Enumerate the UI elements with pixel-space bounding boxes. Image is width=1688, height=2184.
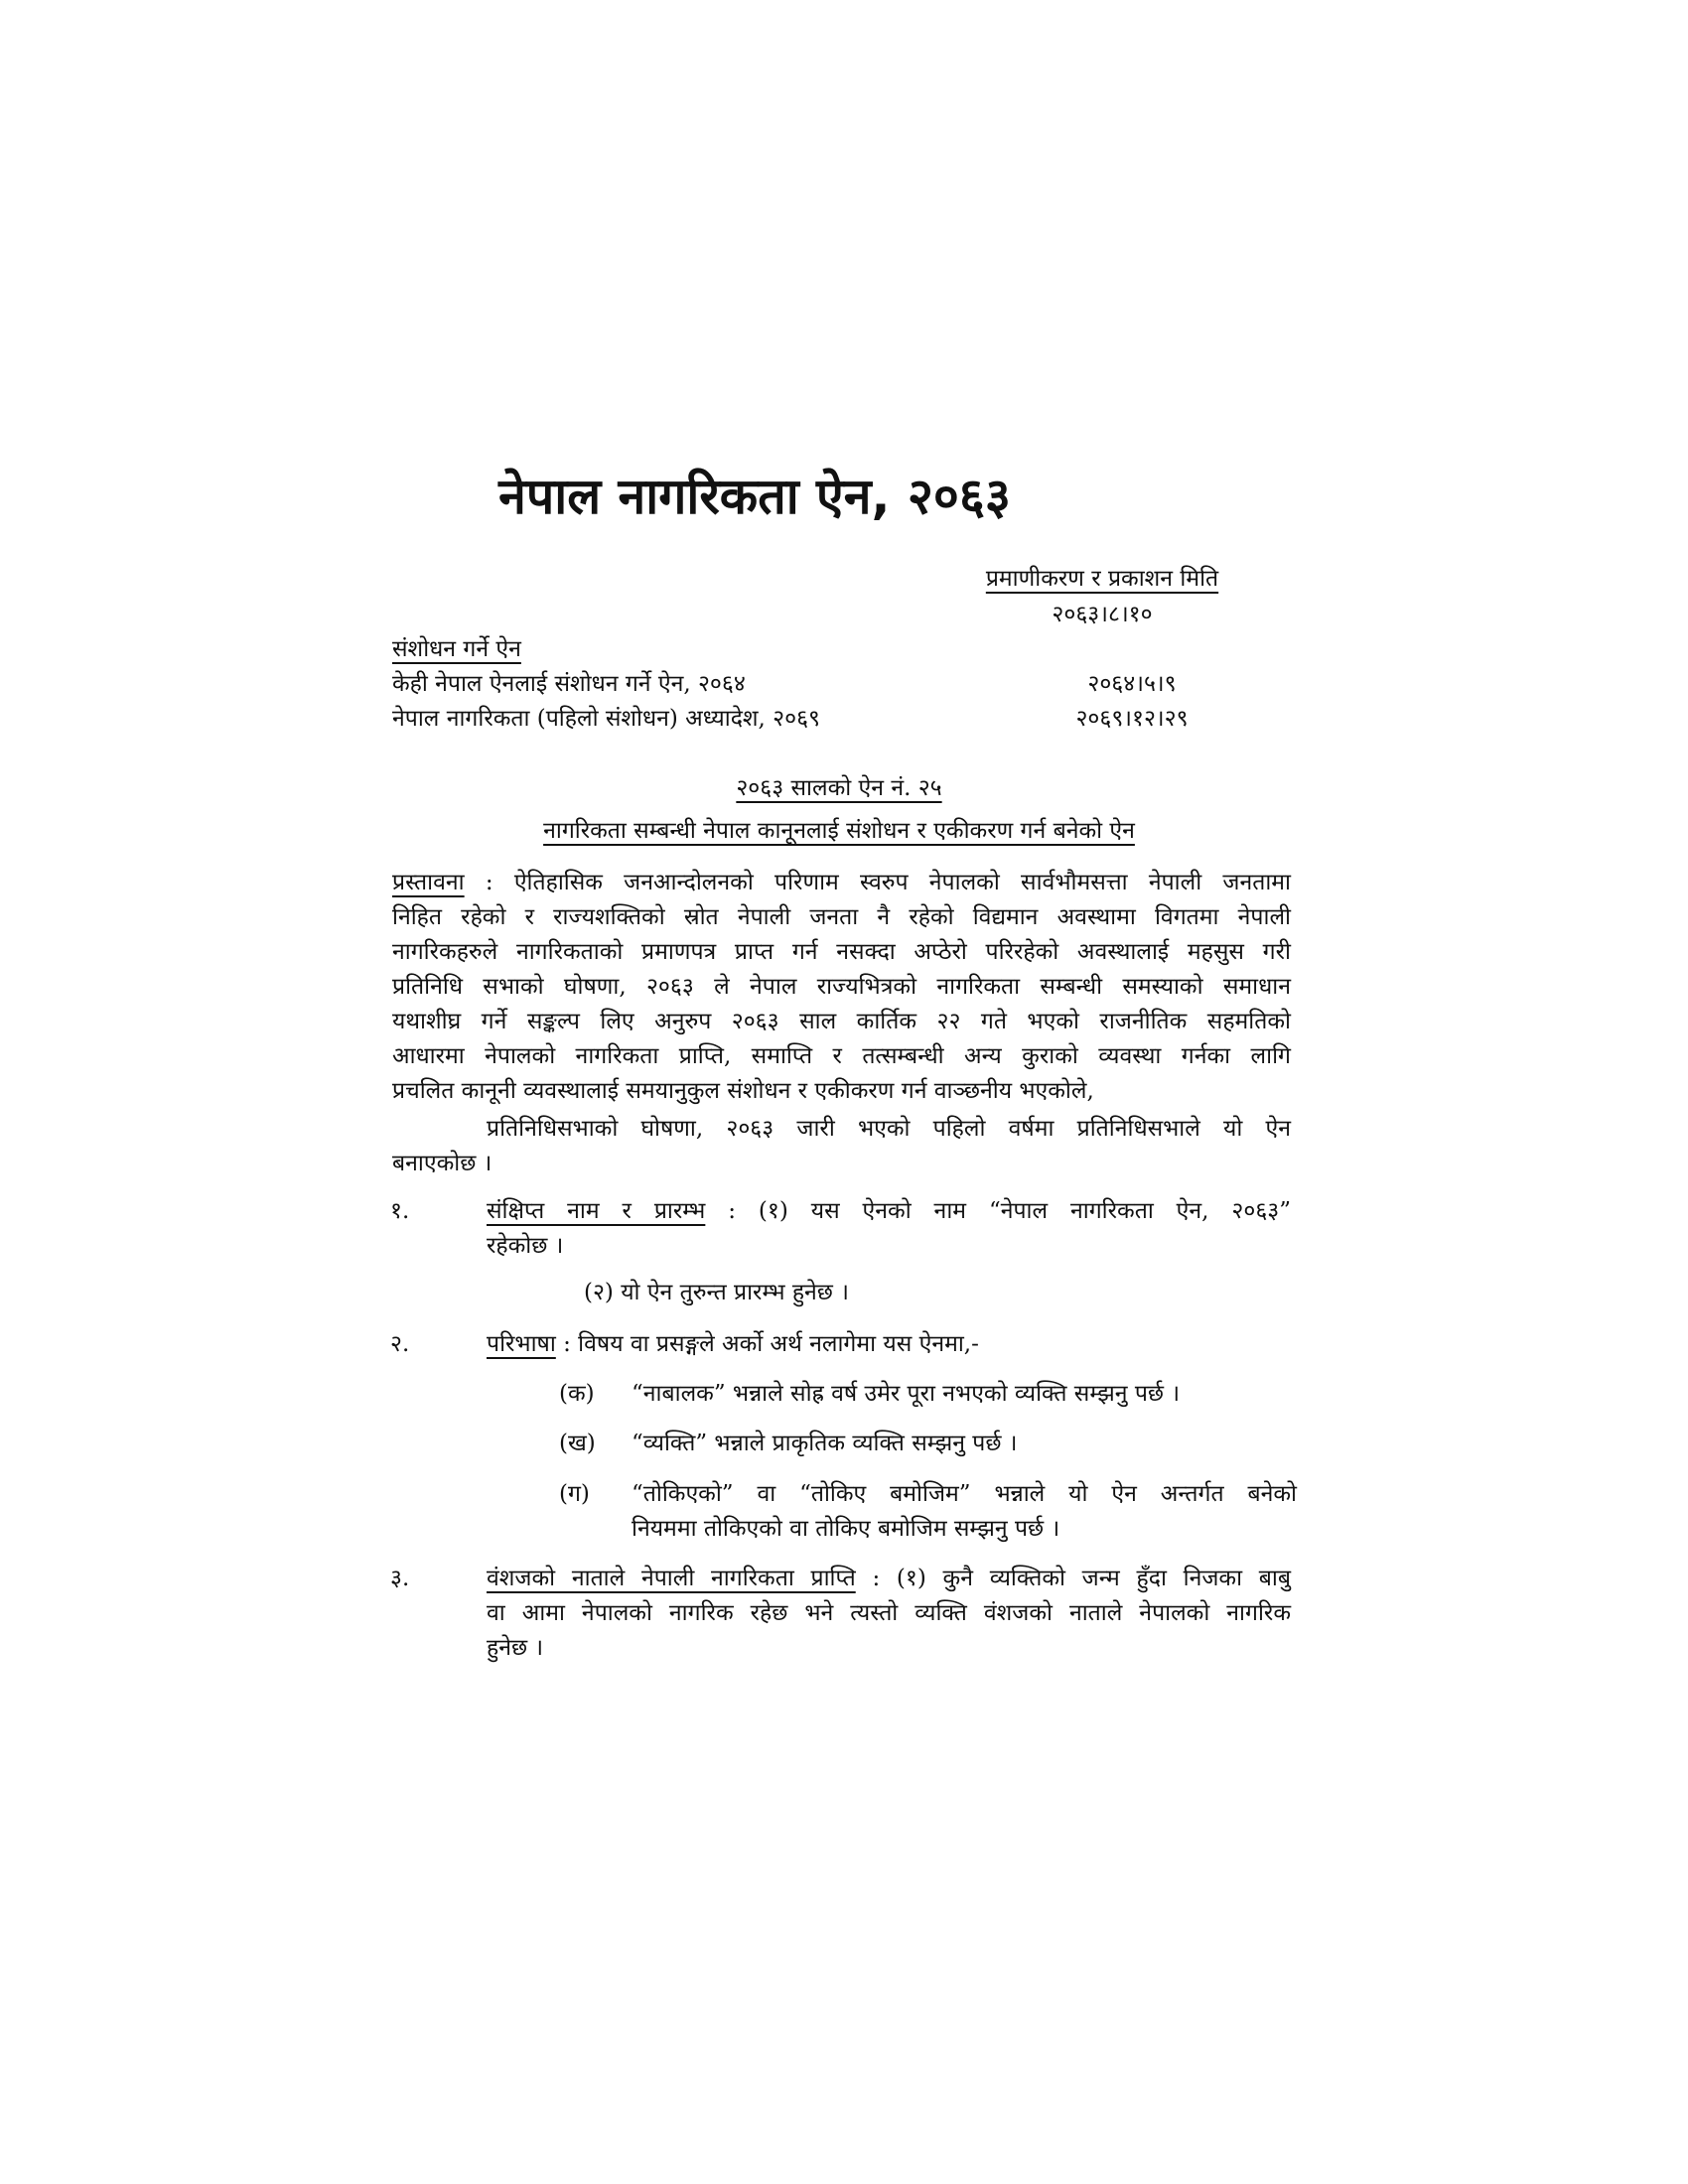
act-number-text: २०६३ सालको ऐन नं. २५ (736, 775, 942, 801)
act-description (392, 814, 1286, 848)
act-number (392, 771, 1286, 805)
declaration-line: प्रतिनिधिसभाको घोषणा, २०६३ जारी भएको पहिलो वर्षमा प्रतिनिधिसभाले यो ऐन (487, 1116, 1291, 1142)
preamble (392, 866, 1291, 1109)
section-line: हुनेछ । (487, 1635, 544, 1661)
preamble-line: यथाशीघ्र गर्ने सङ्कल्प लिए अनुरुप २०६३ साल कार्तिक २२ गते भएको राजनीतिक सहमतिको (392, 1009, 1291, 1034)
section-heading: संक्षिप्त नाम र प्रारम्भ (487, 1198, 706, 1224)
certification-heading: प्रमाणीकरण र प्रकाशन मिति (985, 566, 1219, 592)
act-description-text: नागरिकता सम्बन्धी नेपाल कानूनलाई संशोधन र एकीकरण गर्न बनेको ऐन (543, 818, 1135, 844)
preamble-line (392, 866, 1291, 900)
preamble-line: आधारमा नेपालको नागरिकता प्राप्ति, समाप्ति र तत्सम्बन्धी अन्य कुराको व्यवस्था गर्नका लागि (392, 1043, 1291, 1069)
declaration-line: बनाएकोछ । (392, 1151, 492, 1176)
preamble-line: प्रचलित कानूनी व्यवस्थालाई समयानुकुल संशोधन र एकीकरण गर्न वाञ्छनीय भएकोले, (392, 1078, 1094, 1104)
amendment-name: केही नेपाल ऐनलाई संशोधन गर्ने ऐन, २०६४ (392, 671, 746, 697)
section-number: २. (390, 1331, 410, 1357)
definition-text (632, 1477, 1297, 1547)
amendment-date: २०६४।५।९ (1087, 671, 1177, 697)
definition-label: (ग) (559, 1481, 590, 1507)
amendment-date: २०६९।१२।२९ (1075, 706, 1189, 732)
preamble-line: प्रतिनिधि सभाको घोषणा, २०६३ ले नेपाल राज्यभित्रको नागरिकता सम्बन्धी समस्याको समाधान (392, 974, 1291, 1000)
declaration (392, 1112, 1291, 1181)
definition-text: “व्यक्ति” भन्नाले प्राकृतिक व्यक्ति सम्झनु पर्छ । (632, 1431, 1018, 1456)
amendments-heading: संशोधन गर्ने ऐन (392, 636, 521, 662)
section-text: : विषय वा प्रसङ्गले अर्को अर्थ नलागेमा यस ऐनमा,- (555, 1331, 979, 1357)
definition-line: नियममा तोकिएको वा तोकिए बमोजिम सम्झनु पर्छ । (632, 1516, 1060, 1542)
preamble-line: निहित रहेको र राज्यशक्तिको स्रोत नेपाली जनता नै रहेको विद्यमान अवस्थामा विगतमा नेपाली (392, 904, 1291, 930)
preamble-label: प्रस्तावना (392, 870, 465, 895)
preamble-line: नागरिकहरुले नागरिकताको प्रमाणपत्र प्राप्त गर्न नसक्दा अप्ठेरो परिरहेको अवस्थालाई महसुस गरी (392, 939, 1291, 965)
section-number: ३. (390, 1566, 410, 1591)
section-number: १. (390, 1198, 410, 1224)
section-body (487, 1194, 1291, 1264)
certification-date: २०६३।८।१० (1052, 602, 1153, 627)
section-line (487, 1194, 1291, 1229)
section-line: रहेकोछ । (487, 1233, 564, 1259)
section-body (487, 1327, 1291, 1362)
section-subclause: (२) यो ऐन तुरुन्त प्रारम्भ हुनेछ । (584, 1280, 849, 1305)
preamble-line-text: : ऐतिहासिक जनआन्दोलनको परिणाम स्वरुप नेपालको सार्वभौमसत्ता नेपाली जनतामा (464, 870, 1291, 895)
page-title: नेपाल नागरिकता ऐन, २०६३ (498, 468, 1011, 525)
definition-line: “तोकिएको” वा “तोकिए बमोजिम” भन्नाले यो ऐन अन्तर्गत बनेको (632, 1481, 1297, 1507)
section-line: वा आमा नेपालको नागरिक रहेछ भने त्यस्तो व्यक्ति वंशजको नाताले नेपालको नागरिक (487, 1600, 1291, 1626)
section-heading: परिभाषा (487, 1331, 556, 1357)
section-text: : (१) कुनै व्यक्तिको जन्म हुँदा निजका बाबु (855, 1566, 1291, 1591)
definition-text: “नाबालक” भन्नाले सोह्र वर्ष उमेर पूरा नभएको व्यक्ति सम्झनु पर्छ । (632, 1381, 1181, 1407)
section-heading: वंशजको नाताले नेपाली नागरिकता प्राप्ति (487, 1566, 856, 1591)
definition-label: (ख) (559, 1431, 596, 1456)
definition-label: (क) (559, 1381, 595, 1407)
amendment-name: नेपाल नागरिकता (पहिलो संशोधन) अध्यादेश, २०६९ (392, 706, 821, 732)
section-text: : (१) यस ऐनको नाम “नेपाल नागरिकता ऐन, २०६३” (705, 1198, 1291, 1224)
section-line (487, 1562, 1291, 1596)
section-body (487, 1562, 1291, 1666)
